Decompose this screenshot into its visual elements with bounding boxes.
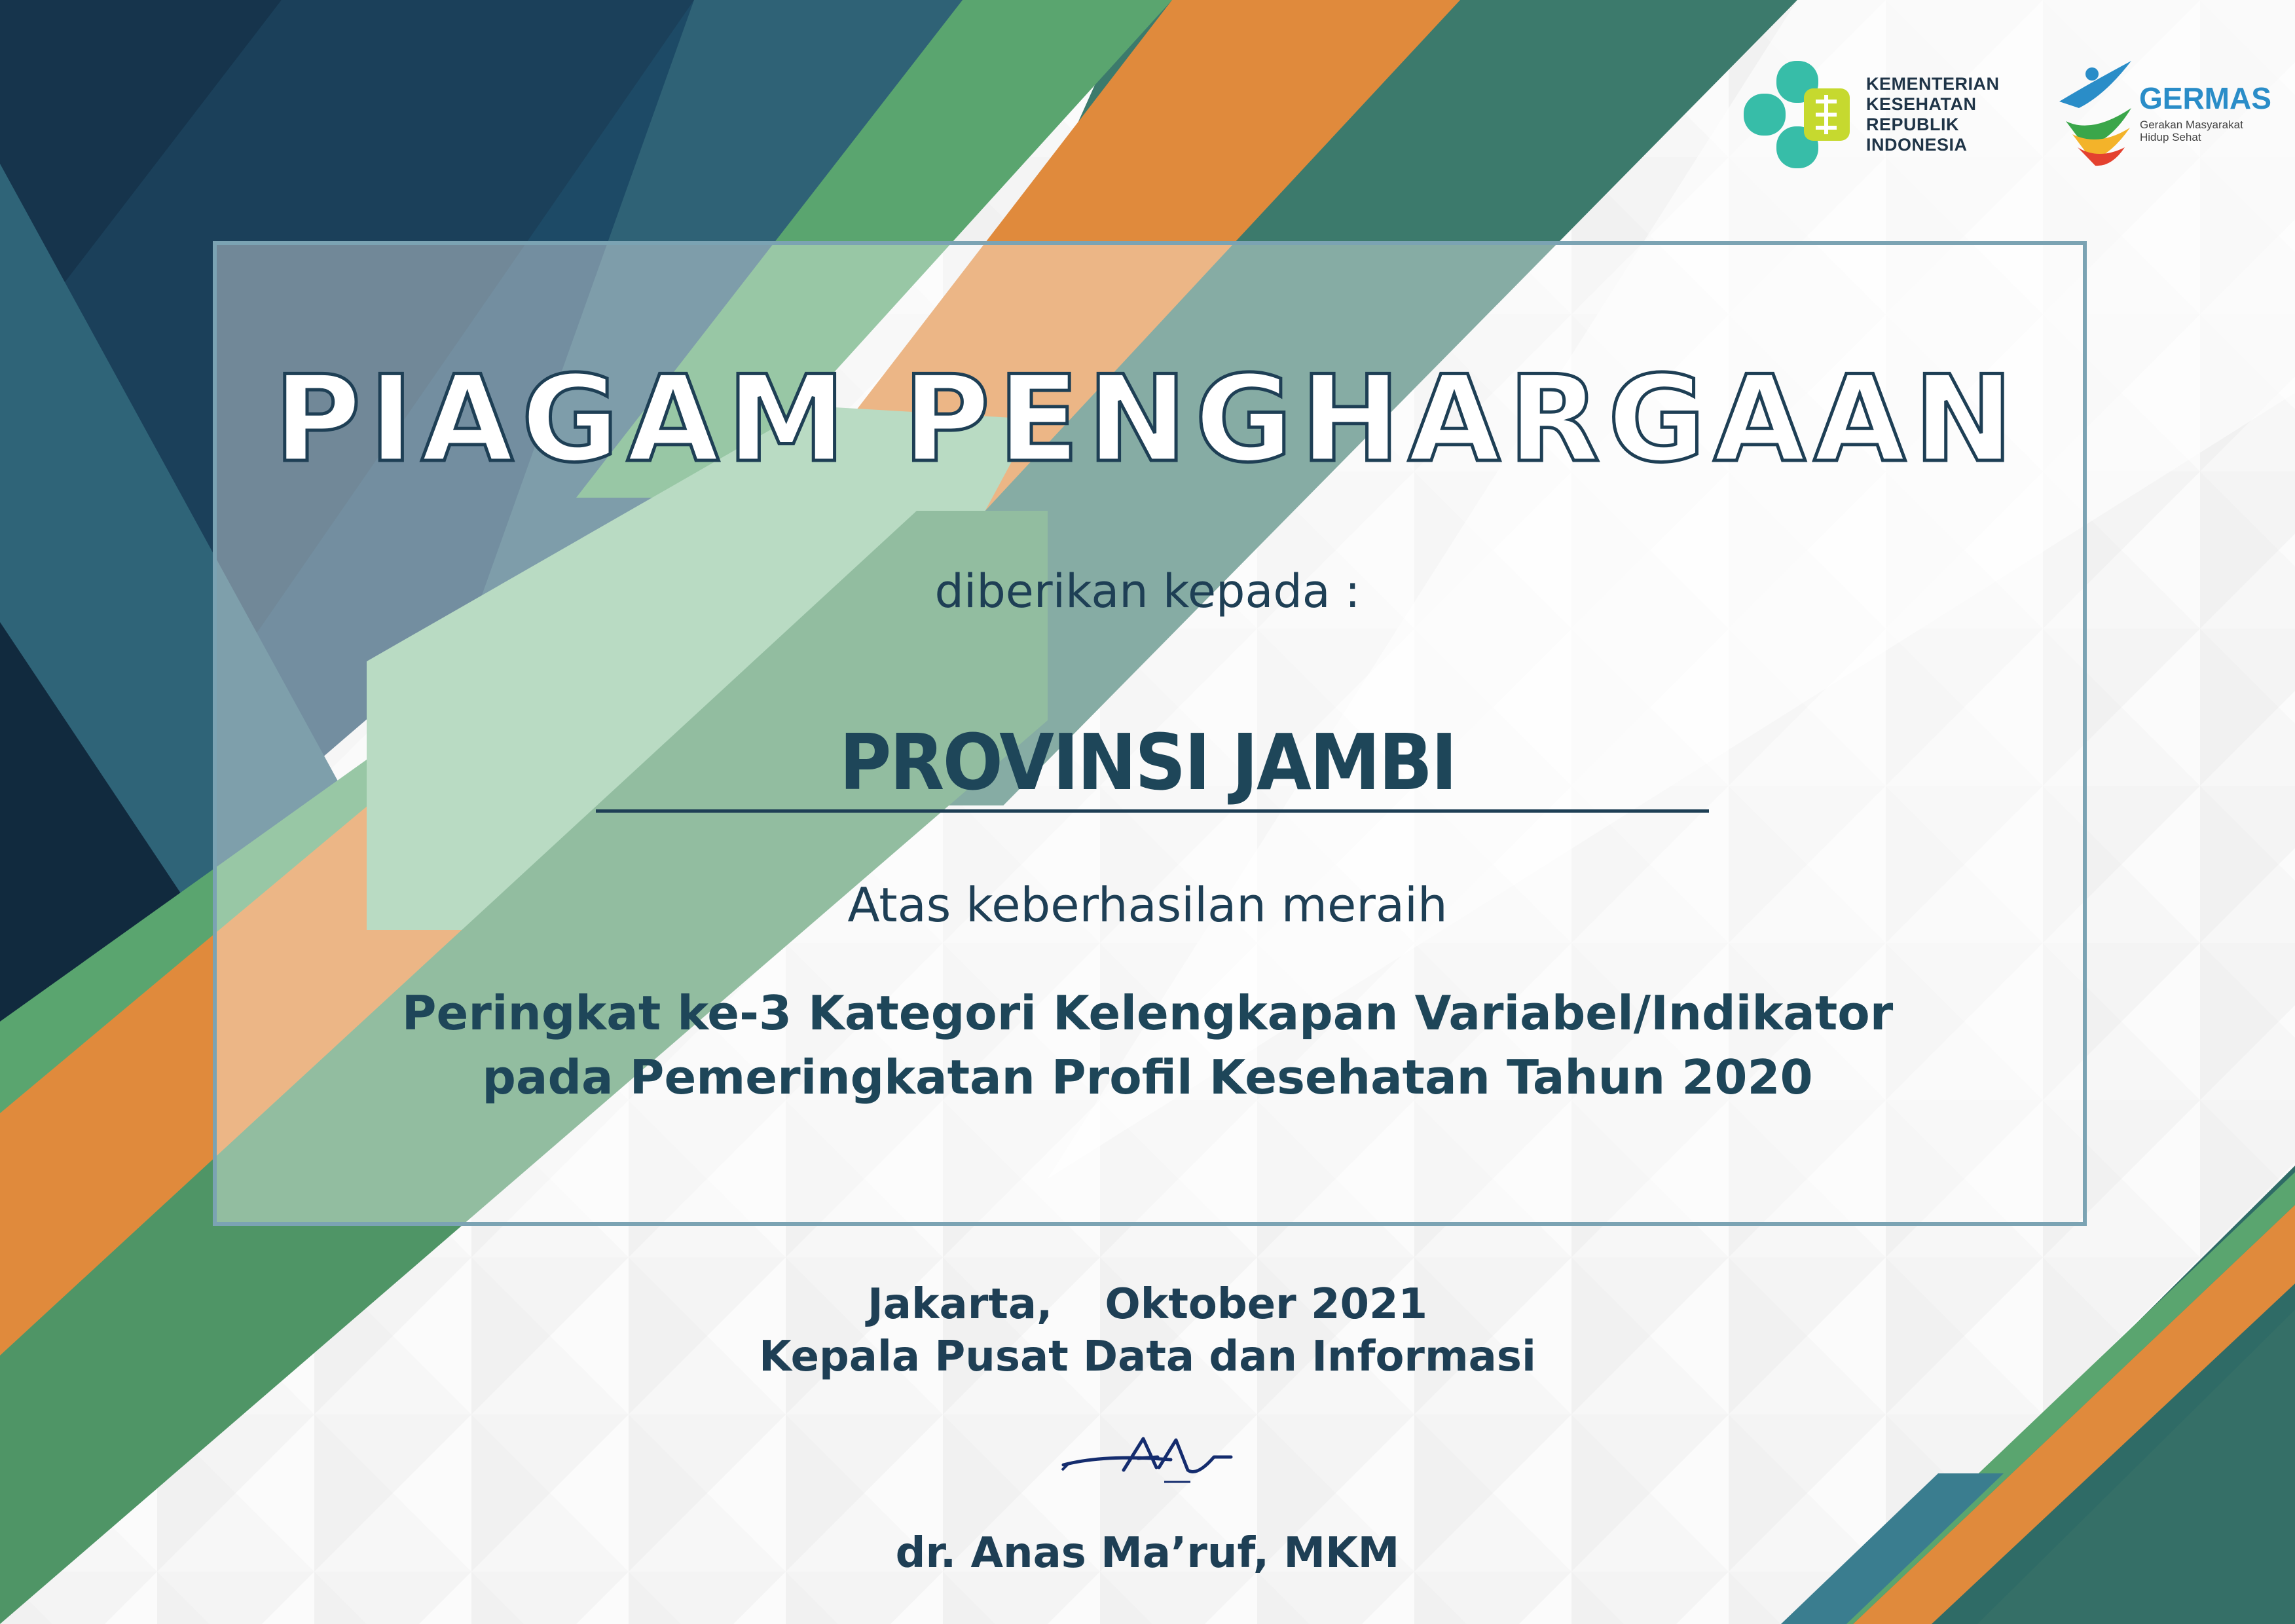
kemenkes-line: REPUBLIK (1866, 115, 1960, 134)
recipient-underline (596, 809, 1709, 813)
kemenkes-line: INDONESIA (1866, 135, 1968, 155)
date: Oktober 2021 (1105, 1280, 1428, 1329)
kemenkes-logo (1738, 56, 2013, 174)
achievement-line-2: pada Pemeringkatan Profil Kesehatan Tahun 2020 (482, 1050, 1813, 1105)
signer-position: Kepala Pusat Data dan Informasi (759, 1333, 1536, 1381)
kemenkes-line: KEMENTERIAN (1866, 74, 2000, 94)
city: Jakarta, (867, 1280, 1053, 1329)
germas-tagline-line: Hidup Sehat (2140, 131, 2201, 143)
achievement-line-1: Peringkat ke-3 Kategori Kelengkapan Variabel/Indikator (401, 986, 1894, 1041)
germas-tagline (2140, 119, 2243, 143)
signer-name: dr. Anas Ma’ruf, MKM (895, 1529, 1400, 1578)
achievement-intro: Atas keberhasilan meraih (847, 877, 1448, 932)
place-date (0, 1280, 2295, 1329)
kemenkes-emblem-icon (1738, 56, 1856, 174)
germas-name: GERMAS (2139, 81, 2271, 115)
recipient-name: PROVINSI JAMBI (839, 717, 1456, 807)
given-to-label: diberikan kepada : (934, 564, 1361, 618)
germas-tagline-line: Gerakan Masyarakat (2140, 119, 2243, 131)
handwritten-signature (1059, 1424, 1243, 1496)
germas-figure-icon (2053, 56, 2144, 167)
certificate-title: PIAGAM PENGHARGAAN (274, 350, 2021, 489)
kemenkes-name (1866, 74, 2000, 155)
kemenkes-line: KESEHATAN (1866, 94, 1977, 114)
germas-logo (2053, 56, 2275, 167)
